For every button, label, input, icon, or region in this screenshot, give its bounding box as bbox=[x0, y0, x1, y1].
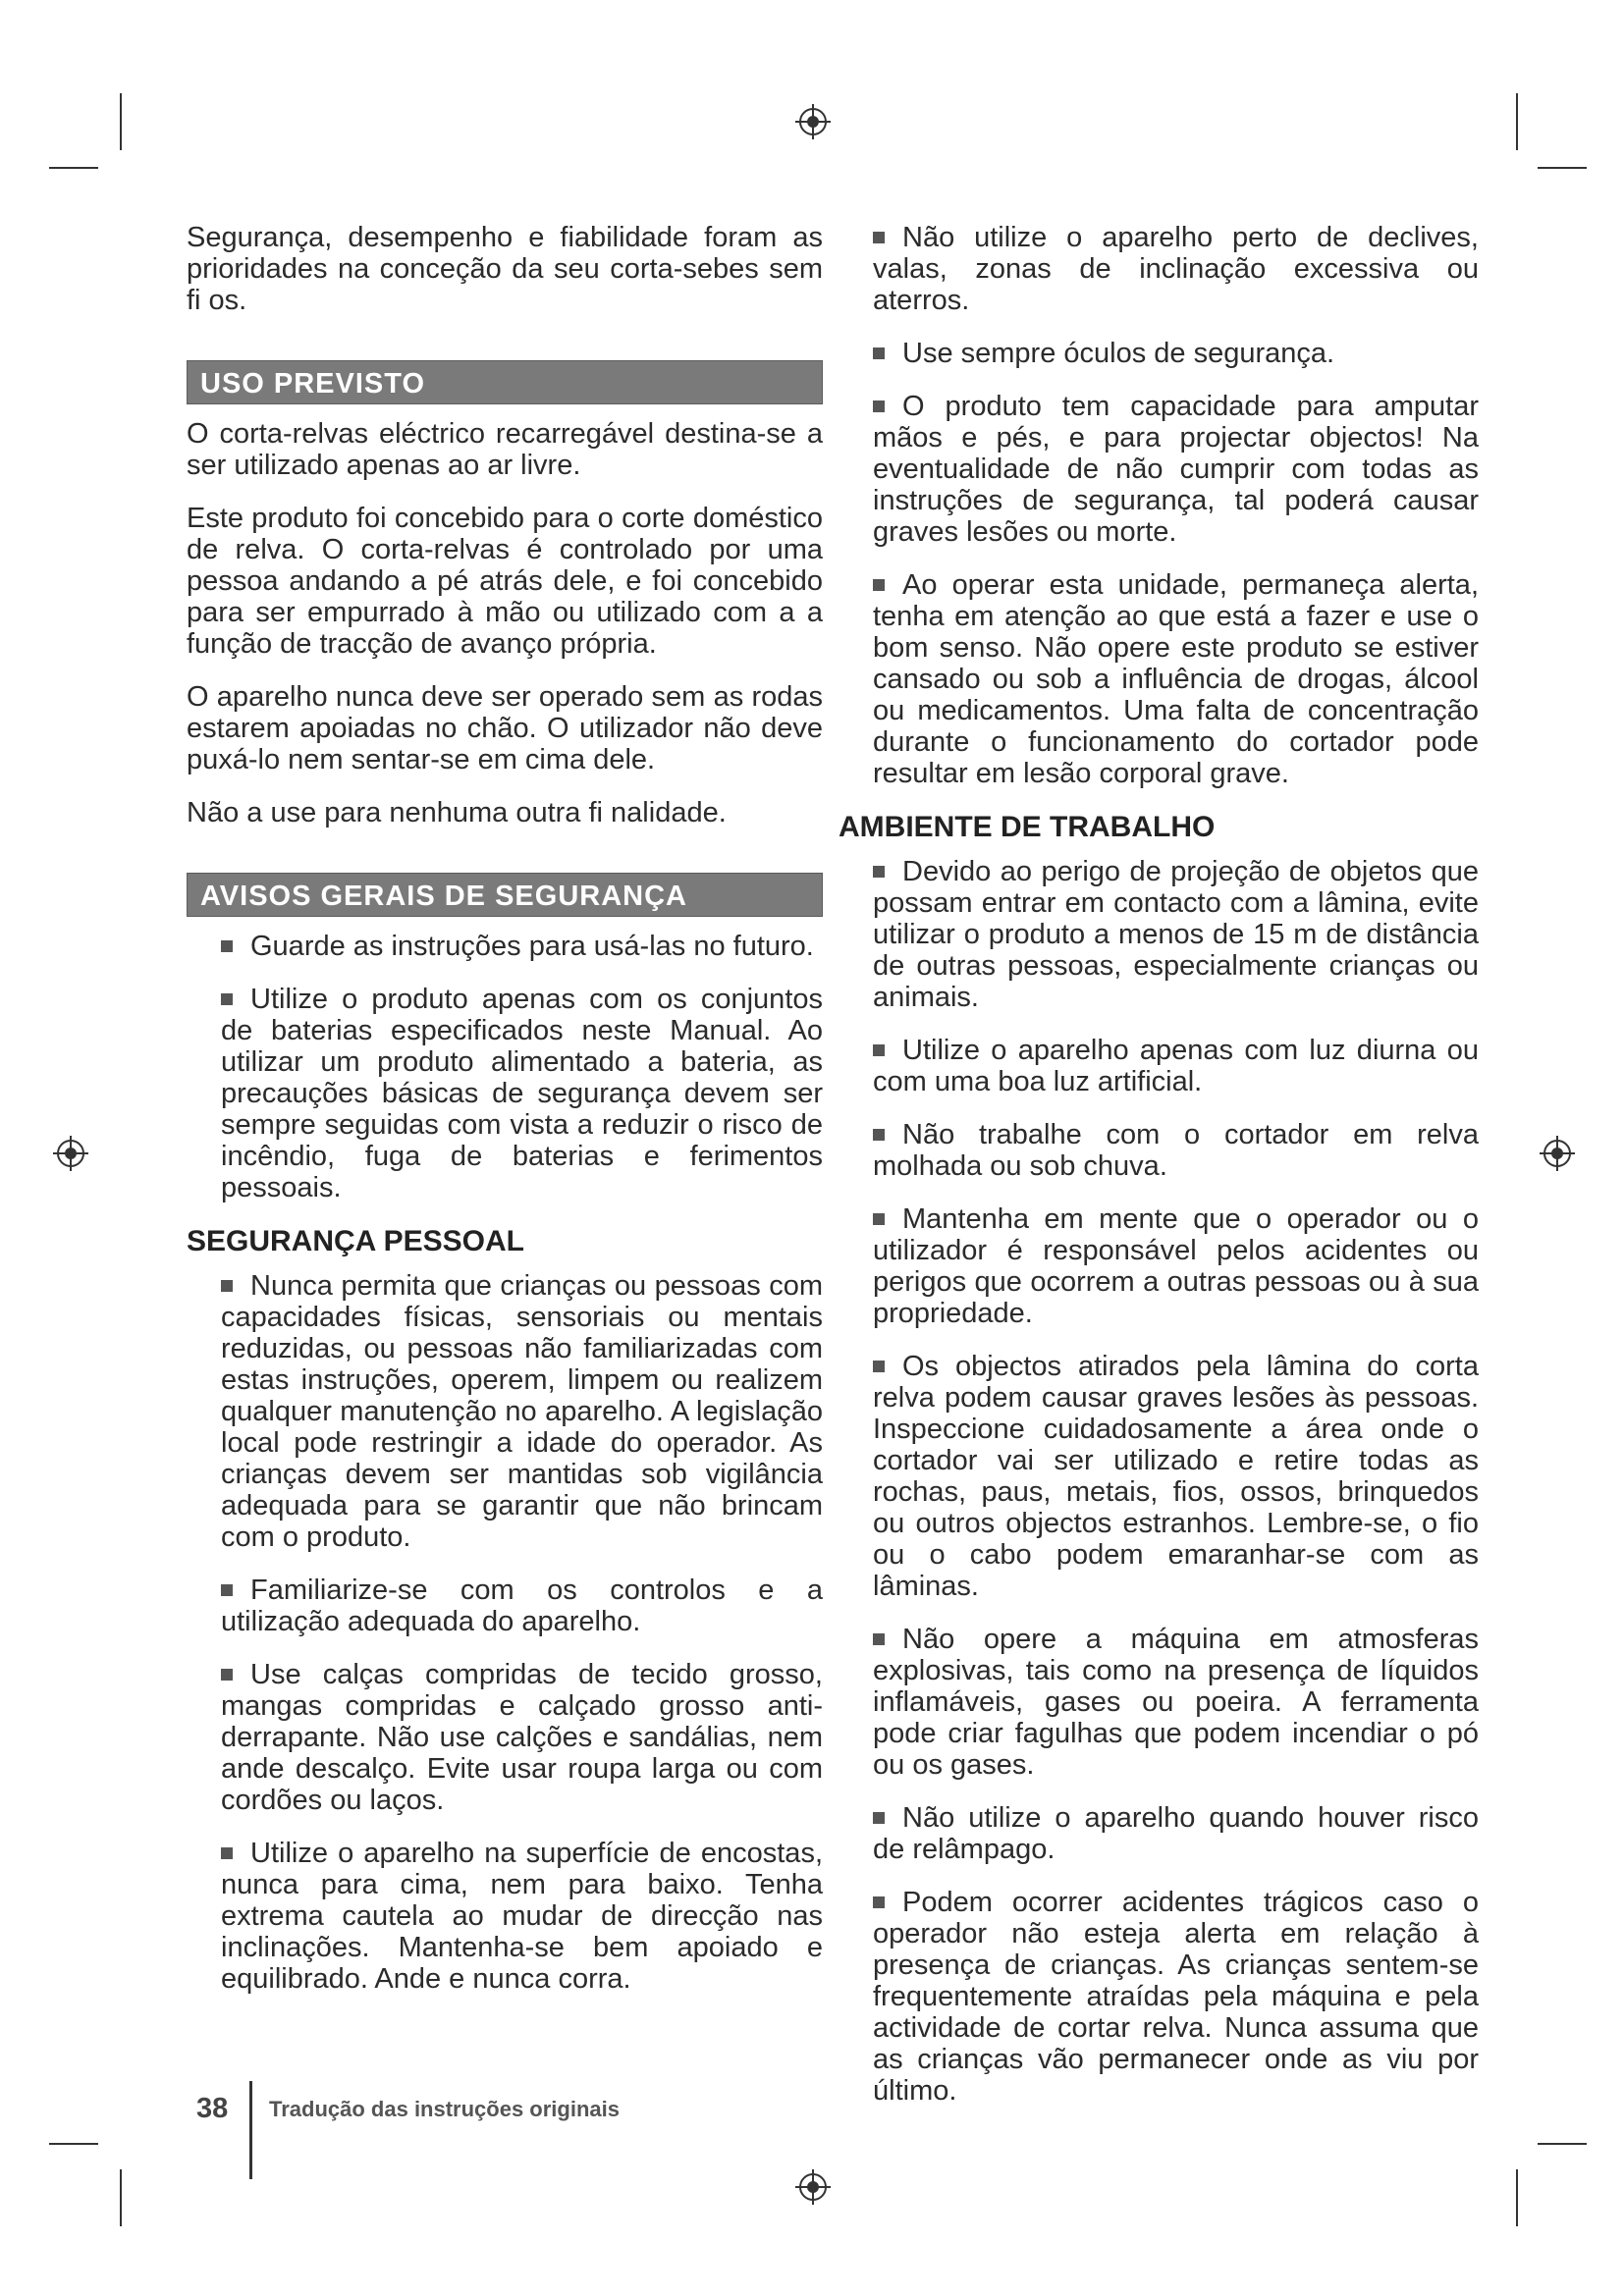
list-item-text: O produto tem capacidade para amputar mãos e pés, e para projectar objectos! Na eventualidade de não cumprir com todas as instruções de segurança, tal poderá causar graves lesões ou morte. bbox=[873, 391, 1479, 548]
list-item-text: Os objectos atirados pela lâmina do corta relva podem causar graves lesões às pessoas. Inspeccione cuidadosamente a área onde o cortador vai ser utilizado e retire todas as rochas, paus, metais, fios, ossos, brinquedos ou outros objectos estranhos. Lembre-se, o fio ou o cabo podem emaranhar-se com as lâminas. bbox=[873, 1351, 1479, 1602]
intro-paragraph: Segurança, desempenho e fiabilidade foram as prioridades na conceção da seu corta-sebes sem fi os. bbox=[187, 222, 823, 316]
section-header-avisos-gerais: AVISOS GERAIS DE SEGURANÇA bbox=[187, 873, 823, 917]
list-item-text: Não trabalhe com o cortador em relva molhada ou sob chuva. bbox=[873, 1119, 1479, 1182]
list-item-text: Use calças compridas de tecido grosso, mangas compridas e calçado grosso anti-derrapante. Não use calções e sandálias, nem ande descalço. Evite usar roupa larga ou com cordões ou laços. bbox=[221, 1659, 823, 1816]
list-item-text: Guarde as instruções para usá-las no futuro. bbox=[250, 931, 814, 962]
bullet-square-icon bbox=[221, 1280, 233, 1292]
registration-mark-icon bbox=[1538, 1134, 1577, 1173]
crop-mark bbox=[1538, 2143, 1587, 2145]
bullet-square-icon bbox=[873, 232, 885, 243]
list-item-text: Utilize o aparelho na superfície de encostas, nunca para cima, nem para baixo. Tenha extrema cautela ao mudar de direcção nas inclinações. Mantenha-se bem apoiado e equilibrado. Ande e nunca corra. bbox=[221, 1838, 823, 1995]
list-item bbox=[221, 1270, 823, 1553]
list-item-text: Nunca permita que crianças ou pessoas com capacidades físicas, sensoriais ou mentais reduzidas, ou pessoas não familiarizadas com estas instruções, operem, limpem ou realizem qualquer manutenção no aparelho. A legislação local pode restringir a idade do operador. As crianças devem ser mantidas sob vigilância adequada para se garantir que não brincam com o produto. bbox=[221, 1270, 823, 1553]
list-item bbox=[221, 984, 823, 1203]
uso-previsto-paragraph: O corta-relvas eléctrico recarregável destina-se a ser utilizado apenas ao ar livre. bbox=[187, 418, 823, 481]
bullet-square-icon bbox=[873, 1361, 885, 1372]
list-item bbox=[873, 1887, 1479, 2107]
bullet-square-icon bbox=[221, 1847, 233, 1859]
right-top-list bbox=[873, 222, 1479, 789]
ambiente-trabalho-list bbox=[873, 856, 1479, 2107]
list-item-text: Ao operar esta unidade, permaneça alerta, tenha em atenção ao que está a fazer e use o bom senso. Não opere este produto se estiver cansado ou sob a influência de drogas, álcool ou medicamentos. Uma falta de concentração durante o funcionamento do cortador pode resultar em lesão corporal grave. bbox=[873, 569, 1479, 789]
list-item bbox=[873, 856, 1479, 1013]
bullet-square-icon bbox=[221, 1669, 233, 1681]
uso-previsto-paragraph: Não a use para nenhuma outra fi nalidade. bbox=[187, 797, 727, 828]
crop-mark bbox=[1538, 167, 1587, 169]
list-item bbox=[873, 391, 1479, 548]
bullet-square-icon bbox=[873, 1896, 885, 1908]
list-item bbox=[221, 931, 823, 962]
bullet-square-icon bbox=[873, 1044, 885, 1056]
crop-mark bbox=[120, 93, 122, 150]
seguranca-pessoal-list bbox=[221, 1270, 823, 1995]
crop-mark bbox=[49, 2143, 98, 2145]
registration-mark-icon bbox=[793, 2167, 833, 2207]
list-item bbox=[221, 1575, 823, 1637]
footer-text: Tradução das instruções originais bbox=[269, 2097, 620, 2121]
avisos-gerais-list bbox=[221, 931, 823, 1203]
list-item-text: Familiarize-se com os controlos e a utilização adequada do aparelho. bbox=[221, 1575, 823, 1637]
list-item-text: Não utilize o aparelho perto de declives, valas, zonas de inclinação excessiva ou aterros. bbox=[873, 222, 1479, 316]
list-item bbox=[873, 222, 1479, 316]
left-column bbox=[187, 222, 823, 2016]
section-header-uso-previsto: USO PREVISTO bbox=[187, 360, 823, 404]
bullet-square-icon bbox=[873, 1129, 885, 1141]
bullet-square-icon bbox=[873, 866, 885, 878]
list-item bbox=[873, 1802, 1479, 1865]
list-item-text: Não opere a máquina em atmosferas explosivas, tais como na presença de líquidos inflamáveis, gases ou poeira. A ferramenta pode criar fagulhas que podem incendiar o pó ou os gases. bbox=[873, 1624, 1479, 1781]
bullet-square-icon bbox=[873, 1213, 885, 1225]
list-item bbox=[873, 1035, 1479, 1097]
bullet-square-icon bbox=[873, 400, 885, 412]
crop-mark bbox=[49, 167, 98, 169]
registration-mark-icon bbox=[51, 1134, 90, 1173]
list-item-text: Não utilize o aparelho quando houver risco de relâmpago. bbox=[873, 1802, 1479, 1865]
list-item bbox=[873, 1203, 1479, 1329]
crop-mark bbox=[120, 2169, 122, 2226]
list-item-text: Use sempre óculos de segurança. bbox=[902, 338, 1335, 369]
section-header-ambiente-trabalho: AMBIENTE DE TRABALHO bbox=[839, 811, 1216, 843]
footer-divider bbox=[249, 2081, 252, 2179]
bullet-square-icon bbox=[873, 1812, 885, 1824]
list-item bbox=[873, 338, 1479, 369]
list-item bbox=[221, 1838, 823, 1995]
list-item bbox=[873, 569, 1479, 789]
uso-previsto-paragraph: Este produto foi concebido para o corte doméstico de relva. O corta-relvas é controlado por uma pessoa andando a pé atrás dele, e foi concebido para ser empurrado à mão ou utilizado com a a função de tracção de avanço própria. bbox=[187, 503, 823, 660]
bullet-square-icon bbox=[221, 1584, 233, 1596]
bullet-square-icon bbox=[873, 579, 885, 591]
list-item-text: Utilize o produto apenas com os conjuntos de baterias especificados neste Manual. Ao utilizar um produto alimentado a bateria, as precauções básicas de segurança devem ser sempre seguidas com vista a reduzir o risco de incêndio, fuga de baterias e ferimentos pessoais. bbox=[221, 984, 823, 1203]
uso-previsto-paragraph: O aparelho nunca deve ser operado sem as rodas estarem apoiadas no chão. O utilizador não deve puxá-lo nem sentar-se em cima dele. bbox=[187, 681, 823, 775]
list-item-text: Devido ao perigo de projeção de objetos que possam entrar em contacto com a lâmina, evite utilizar o produto a menos de 15 m de distância de outras pessoas, especialmente crianças ou animais. bbox=[873, 856, 1479, 1013]
list-item bbox=[873, 1119, 1479, 1182]
registration-mark-icon bbox=[793, 102, 833, 141]
list-item-text: Mantenha em mente que o operador ou o utilizador é responsável pelos acidentes ou perigos que ocorrem a outras pessoas ou à sua propriedade. bbox=[873, 1203, 1479, 1329]
list-item-text: Podem ocorrer acidentes trágicos caso o operador não esteja alerta em relação à presença de crianças. As crianças sentem-se frequentemente atraídas pela máquina e pela actividade de cortar relva. Nunca assuma que as crianças vão permanecer onde as viu por último. bbox=[873, 1887, 1479, 2107]
crop-mark bbox=[1516, 2169, 1518, 2226]
list-item bbox=[873, 1624, 1479, 1781]
bullet-square-icon bbox=[873, 347, 885, 359]
list-item-text: Utilize o aparelho apenas com luz diurna ou com uma boa luz artificial. bbox=[873, 1035, 1479, 1097]
section-header-seguranca-pessoal: SEGURANÇA PESSOAL bbox=[187, 1225, 524, 1257]
bullet-square-icon bbox=[221, 993, 233, 1005]
page-number: 38 bbox=[196, 2093, 229, 2124]
list-item bbox=[221, 1659, 823, 1816]
bullet-square-icon bbox=[873, 1633, 885, 1645]
right-column bbox=[839, 222, 1479, 2128]
bullet-square-icon bbox=[221, 940, 233, 952]
crop-mark bbox=[1516, 93, 1518, 150]
list-item bbox=[873, 1351, 1479, 1602]
